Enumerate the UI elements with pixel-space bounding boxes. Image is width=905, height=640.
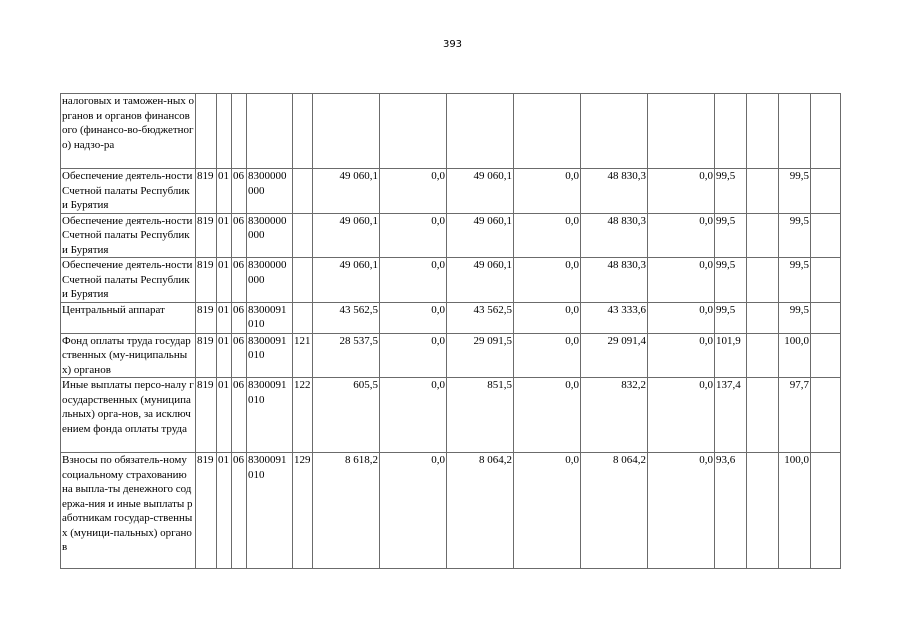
cell-section-code: 01: [217, 169, 232, 214]
cell-percent-1: 101,9: [715, 333, 747, 378]
table-row: [61, 213, 841, 258]
cell-value-3: 8 064,2: [447, 453, 514, 569]
cell-target-article-code: 8300091 010: [247, 302, 293, 333]
cell-target-article-code: 8300091 010: [247, 333, 293, 378]
cell-value-6: 0,0: [648, 333, 715, 378]
cell-value-5: 832,2: [581, 378, 648, 453]
cell-blank-1: [747, 378, 779, 453]
cell-value-3: 851,5: [447, 378, 514, 453]
row-name: Взносы по обязатель-ному социальному страхованию на выпла-ты денежного содержа-ния и иные выплаты работникам государ-ственных (муници-пальных) органов: [61, 453, 196, 569]
cell-section-code: 01: [217, 302, 232, 333]
cell-ved-code: 819: [196, 302, 217, 333]
cell-percent-2: 97,7: [779, 378, 811, 453]
budget-table: [60, 93, 841, 569]
cell-value-2: 0,0: [380, 213, 447, 258]
cell-section-code: 01: [217, 378, 232, 453]
cell-blank-2: [811, 378, 841, 453]
cell-blank-1: [747, 333, 779, 378]
cell-subsection-code: 06: [232, 333, 247, 378]
cell-subsection-code: 06: [232, 213, 247, 258]
cell-value-5: 8 064,2: [581, 453, 648, 569]
cell-subsection-code: 06: [232, 258, 247, 303]
cell-ved-code: 819: [196, 258, 217, 303]
row-name: Обеспечение деятель-ности Счетной палаты Республики Бурятия: [61, 258, 196, 303]
table-row: [61, 258, 841, 303]
cell-value-1: 49 060,1: [313, 258, 380, 303]
cell-percent-1: [715, 94, 747, 169]
cell-value-6: 0,0: [648, 213, 715, 258]
cell-value-3: 49 060,1: [447, 258, 514, 303]
cell-percent-2: 99,5: [779, 302, 811, 333]
cell-value-6: [648, 94, 715, 169]
cell-value-1: 8 618,2: [313, 453, 380, 569]
cell-expense-type-code: 122: [293, 378, 313, 453]
cell-subsection-code: 06: [232, 453, 247, 569]
cell-ved-code: 819: [196, 453, 217, 569]
cell-value-1: [313, 94, 380, 169]
cell-percent-2: 99,5: [779, 213, 811, 258]
row-name: Фонд оплаты труда государственных (му-ниципальных) органов: [61, 333, 196, 378]
cell-value-5: 48 830,3: [581, 169, 648, 214]
cell-value-3: 43 562,5: [447, 302, 514, 333]
cell-value-6: 0,0: [648, 258, 715, 303]
row-name: Обеспечение деятель-ности Счетной палаты Республики Бурятия: [61, 169, 196, 214]
cell-value-5: 29 091,4: [581, 333, 648, 378]
cell-value-3: 49 060,1: [447, 169, 514, 214]
cell-value-5: 48 830,3: [581, 213, 648, 258]
cell-percent-1: 137,4: [715, 378, 747, 453]
cell-value-2: 0,0: [380, 453, 447, 569]
cell-percent-1: 99,5: [715, 302, 747, 333]
cell-target-article-code: [247, 94, 293, 169]
cell-value-6: 0,0: [648, 169, 715, 214]
cell-value-6: 0,0: [648, 378, 715, 453]
cell-percent-2: [779, 94, 811, 169]
cell-value-4: 0,0: [514, 333, 581, 378]
cell-value-5: [581, 94, 648, 169]
cell-subsection-code: 06: [232, 378, 247, 453]
cell-percent-1: 99,5: [715, 169, 747, 214]
cell-value-1: 49 060,1: [313, 213, 380, 258]
table-row: [61, 94, 841, 169]
cell-ved-code: 819: [196, 378, 217, 453]
row-name: Обеспечение деятель-ности Счетной палаты Республики Бурятия: [61, 213, 196, 258]
cell-value-4: 0,0: [514, 213, 581, 258]
cell-subsection-code: [232, 94, 247, 169]
cell-percent-2: 99,5: [779, 169, 811, 214]
cell-subsection-code: 06: [232, 169, 247, 214]
cell-blank-1: [747, 302, 779, 333]
cell-expense-type-code: [293, 94, 313, 169]
cell-value-6: 0,0: [648, 302, 715, 333]
cell-blank-2: [811, 453, 841, 569]
cell-section-code: 01: [217, 333, 232, 378]
cell-value-4: 0,0: [514, 378, 581, 453]
cell-ved-code: 819: [196, 169, 217, 214]
cell-target-article-code: 8300091 010: [247, 378, 293, 453]
cell-blank-1: [747, 169, 779, 214]
cell-value-1: 49 060,1: [313, 169, 380, 214]
cell-subsection-code: 06: [232, 302, 247, 333]
cell-target-article-code: 8300000 000: [247, 258, 293, 303]
cell-blank-2: [811, 94, 841, 169]
cell-expense-type-code: [293, 258, 313, 303]
cell-value-2: 0,0: [380, 378, 447, 453]
cell-value-6: 0,0: [648, 453, 715, 569]
cell-expense-type-code: [293, 213, 313, 258]
cell-value-2: 0,0: [380, 333, 447, 378]
cell-value-2: [380, 94, 447, 169]
cell-value-5: 43 333,6: [581, 302, 648, 333]
cell-blank-1: [747, 453, 779, 569]
cell-value-3: 29 091,5: [447, 333, 514, 378]
cell-value-1: 43 562,5: [313, 302, 380, 333]
cell-blank-1: [747, 213, 779, 258]
cell-blank-1: [747, 258, 779, 303]
cell-expense-type-code: [293, 169, 313, 214]
cell-blank-2: [811, 213, 841, 258]
table-row: [61, 378, 841, 453]
table-row: [61, 333, 841, 378]
cell-expense-type-code: 129: [293, 453, 313, 569]
cell-expense-type-code: [293, 302, 313, 333]
cell-value-1: 28 537,5: [313, 333, 380, 378]
cell-percent-2: 100,0: [779, 453, 811, 569]
cell-percent-1: 93,6: [715, 453, 747, 569]
cell-expense-type-code: 121: [293, 333, 313, 378]
cell-value-1: 605,5: [313, 378, 380, 453]
cell-target-article-code: 8300091 010: [247, 453, 293, 569]
cell-ved-code: [196, 94, 217, 169]
cell-value-3: [447, 94, 514, 169]
cell-percent-2: 100,0: [779, 333, 811, 378]
cell-blank-2: [811, 333, 841, 378]
row-name: Иные выплаты персо-налу государственных (муниципальных) орга-нов, за исключением фонда оплаты труда: [61, 378, 196, 453]
cell-value-3: 49 060,1: [447, 213, 514, 258]
cell-value-2: 0,0: [380, 258, 447, 303]
cell-value-4: [514, 94, 581, 169]
cell-value-4: 0,0: [514, 302, 581, 333]
cell-target-article-code: 8300000 000: [247, 169, 293, 214]
cell-section-code: 01: [217, 213, 232, 258]
cell-value-4: 0,0: [514, 169, 581, 214]
cell-blank-1: [747, 94, 779, 169]
row-name: Центральный аппарат: [61, 302, 196, 333]
table-row: [61, 169, 841, 214]
row-name: налоговых и таможен-ных органов и органов финансового (финансо-во-бюджетного) надзо-ра: [61, 94, 196, 169]
cell-section-code: [217, 94, 232, 169]
cell-section-code: 01: [217, 453, 232, 569]
cell-blank-2: [811, 258, 841, 303]
cell-value-4: 0,0: [514, 258, 581, 303]
cell-target-article-code: 8300000 000: [247, 213, 293, 258]
table-row: [61, 453, 841, 569]
page-number: 393: [442, 39, 463, 50]
cell-blank-2: [811, 169, 841, 214]
cell-percent-2: 99,5: [779, 258, 811, 303]
cell-percent-1: 99,5: [715, 213, 747, 258]
cell-percent-1: 99,5: [715, 258, 747, 303]
cell-ved-code: 819: [196, 333, 217, 378]
table-row: [61, 302, 841, 333]
cell-value-2: 0,0: [380, 169, 447, 214]
cell-value-5: 48 830,3: [581, 258, 648, 303]
cell-section-code: 01: [217, 258, 232, 303]
cell-value-2: 0,0: [380, 302, 447, 333]
cell-blank-2: [811, 302, 841, 333]
cell-value-4: 0,0: [514, 453, 581, 569]
cell-ved-code: 819: [196, 213, 217, 258]
